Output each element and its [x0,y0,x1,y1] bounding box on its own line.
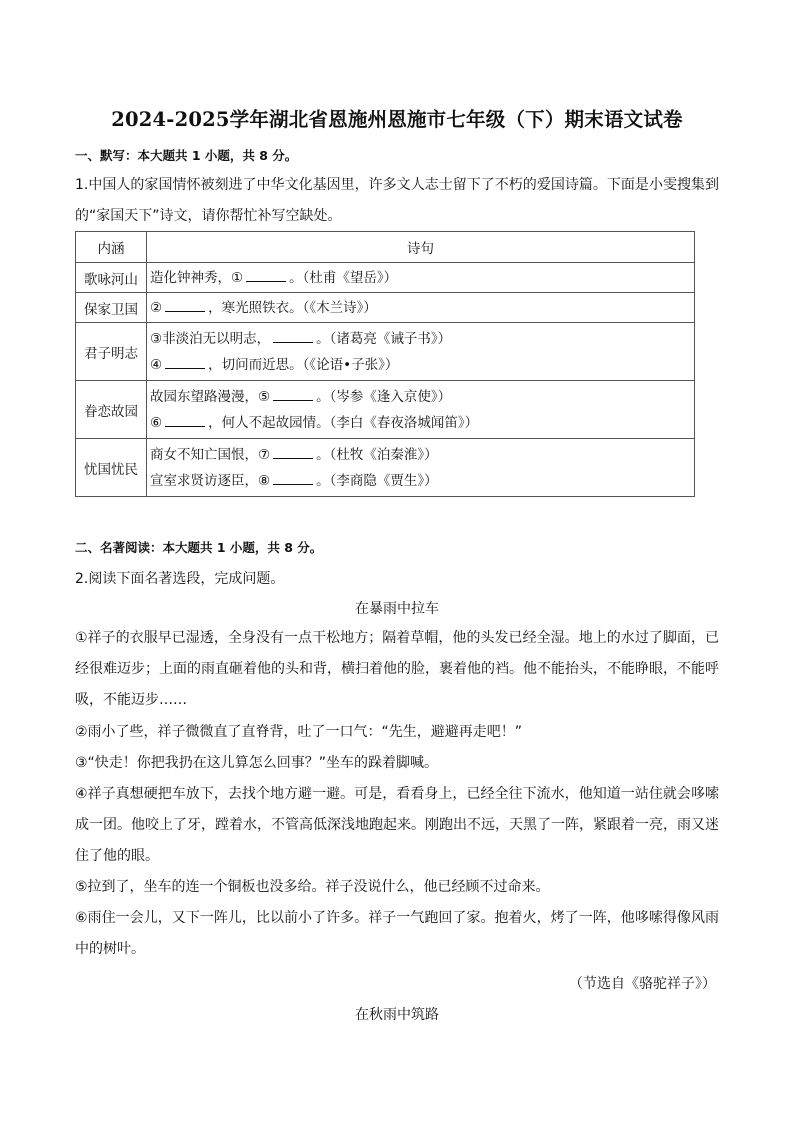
exam-title: 2024-2025学年湖北省恩施州恩施市七年级（下）期末语文试卷 [111,108,683,131]
row-theme: 忧国忧民 [76,439,147,497]
table-header-lines: 诗句 [147,232,695,263]
table-row [76,293,695,323]
table-row [76,263,695,293]
row-theme: 保家卫国 [76,293,147,323]
paragraph-1: ①祥子的衣服早已湿透，全身没有一点干松地方；隔着草帽，他的头发已经全湿。地上的水过了脚面，已经很难迈步；上面的雨直砸着他的头和背，横扫着他的脸，裹着他的裆。他不能抬头，不能睁眼，不能呼吸，不能迈步…… [75,630,719,708]
answer-blank-7[interactable] [273,444,313,459]
row-lines: ② ，寒光照铁衣。（《木兰诗》） [147,293,695,323]
table-header-theme: 内涵 [76,232,147,263]
answer-blank-3[interactable] [273,328,313,343]
row-theme: 歌咏河山 [76,263,147,293]
paragraph-3: ③“快走！你把我扔在这儿算怎么回事？”坐车的跺着脚喊。 [75,755,439,771]
answer-blank-8[interactable] [273,470,313,485]
question-2-text: 2.阅读下面名著选段，完成问题。 [75,571,285,587]
paragraph-4: ④祥子真想硬把车放下，去找个地方避一避。可是，看看身上，已经全往下流水，他知道一站住就会哆嗦成一团。他咬上了牙，蹚着水，不管高低深浅地跑起来。刚跑出不远，天黑了一阵，紧跟着一亮，雨又迷住了他的眼。 [75,786,719,864]
passage-source: （节选自《骆驼祥子》） [569,976,716,992]
row-lines: ③非淡泊无以明志， 。（诸葛亮《诫子书》） ④ ，切问而近思。（《论语•子张》） [147,323,695,381]
passage-2-title: 在秋雨中筑路 [355,1007,439,1023]
table-row [76,323,695,381]
section-2-heading: 二、名著阅读：本大题共 1 小题，共 8 分。 [75,540,323,555]
answer-blank-2[interactable] [165,297,205,312]
passage-title: 在暴雨中拉车 [355,601,439,617]
table-row [76,381,695,439]
row-theme: 眷恋故园 [76,381,147,439]
answer-blank-1[interactable] [246,267,286,282]
question-1-text: 1.中国人的家国情怀被刻进了中华文化基因里，许多文人志士留下了不朽的爱国诗篇。下面是小雯搜集到的“家国天下”诗文，请你帮忙补写空缺处。 [75,177,719,224]
answer-blank-5[interactable] [273,386,313,401]
answer-blank-4[interactable] [165,354,205,369]
row-theme: 君子明志 [76,323,147,381]
row-lines: 故园东望路漫漫，⑤ 。（岑参《逢入京使》） ⑥ ，何人不起故园情。（李白《春夜洛城闻笛》） [147,381,695,439]
row-lines: 商女不知亡国恨，⑦ 。（杜牧《泊秦淮》） 宣室求贤访逐臣，⑧ 。（李商隐《贾生》） [147,439,695,497]
paragraph-2: ②雨小了些，祥子微微直了直脊背，吐了一口气：“先生，避避再走吧！” [75,724,523,740]
paragraph-6: ⑥雨住一会儿，又下一阵儿，比以前小了许多。祥子一气跑回了家。抱着火，烤了一阵，他哆嗦得像风雨中的树叶。 [75,910,719,957]
row-lines: 造化钟神秀，① 。（杜甫《望岳》） [147,263,695,293]
paragraph-5: ⑤拉到了，坐车的连一个铜板也没多给。祥子没说什么，他已经顾不过命来。 [75,879,550,895]
section-1-heading: 一、默写：本大题共 1 小题，共 8 分。 [75,148,298,163]
table-row [76,439,695,497]
answer-blank-6[interactable] [165,412,205,427]
poem-table [75,231,695,497]
